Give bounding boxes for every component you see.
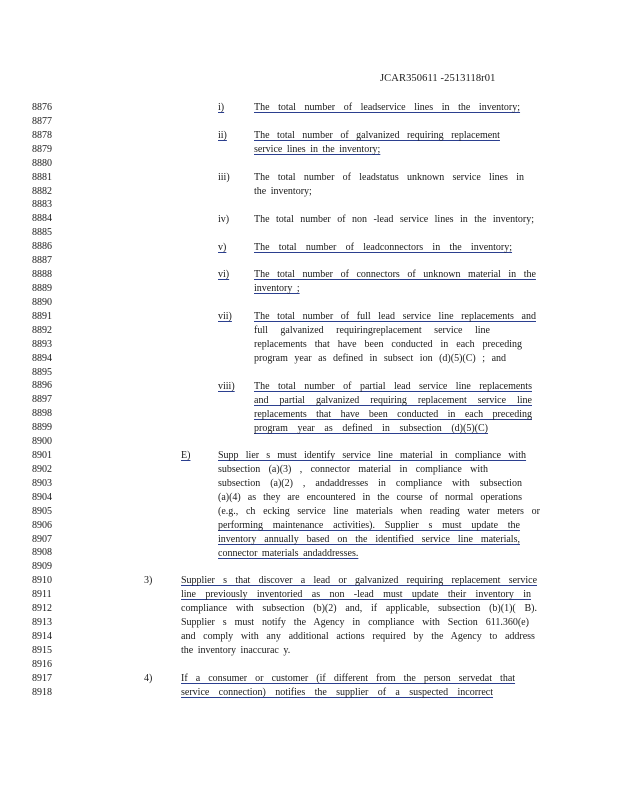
line-number: 8884 (32, 213, 52, 225)
item-text-line: replacements that have been conducted in each preceding (254, 339, 522, 350)
line-number: 8881 (32, 171, 52, 183)
item-text-line: compliance with subsection (b)(2) and, if applicable, subsection (b)(1)( B). (181, 603, 537, 614)
line-number: 8904 (32, 491, 52, 503)
item-text-line: service lines in the inventory; (254, 144, 381, 155)
item-text-line: Supp lier s must identify service line material in compliance with (218, 450, 527, 461)
line-number: 8886 (32, 241, 52, 253)
item-text-line: The total number of connectors of unknown material in the (254, 269, 536, 280)
line-number: 8914 (32, 631, 52, 642)
line-number: 8898 (32, 408, 52, 420)
item-marker: iv) (218, 214, 230, 225)
item-marker: 4) (144, 673, 153, 684)
item-text-line: subsection (a)(3) , connector material in compliance with (218, 464, 488, 475)
item-marker: i) (218, 102, 225, 113)
line-number: 8913 (32, 617, 52, 628)
line-number: 8916 (32, 658, 52, 670)
line-number: 8902 (32, 463, 52, 475)
line-number: 8906 (32, 519, 52, 531)
line-number: 8911 (32, 589, 52, 601)
line-number: 8905 (32, 505, 52, 517)
item-text-line: If a consumer or customer (if different from the person servedat that (181, 673, 516, 684)
item-marker: vii) (218, 311, 232, 322)
item-text-line: Supplier s that discover a lead or galvanized requiring replacement service (181, 575, 538, 586)
item-text-line: The total number of full lead service line replacements and (254, 311, 536, 322)
item-marker: 3) (144, 575, 153, 586)
item-text-line: program year as defined in subsection (d)(5)(C) (254, 423, 489, 434)
line-number: 8892 (32, 324, 52, 336)
line-number: 8889 (32, 283, 52, 294)
line-number: 8903 (32, 477, 52, 489)
line-number: 8888 (32, 269, 52, 280)
line-number: 8880 (32, 157, 52, 169)
line-number: 8878 (32, 129, 52, 141)
line-number: 8918 (32, 686, 52, 698)
item-text-line: The total number of non -lead service lines in the inventory; (254, 214, 534, 225)
line-number: 8912 (32, 603, 52, 615)
item-marker: viii) (218, 381, 235, 392)
item-text-line: and partial galvanized requiring replacement service line (254, 395, 532, 406)
line-number: 8896 (32, 380, 52, 392)
line-number: 8894 (32, 352, 52, 364)
item-text-line: subsection (a)(2) , andaddresses in compliance with subsection (218, 478, 522, 489)
item-text-line: program year as defined in subsect ion (d)(5)(C) ; and (254, 353, 507, 364)
line-number: 8910 (32, 575, 52, 587)
line-number: 8895 (32, 366, 52, 378)
line-number: 8897 (32, 394, 52, 406)
line-number: 8883 (32, 199, 52, 211)
line-number: 8893 (32, 338, 52, 350)
item-text-line: performing maintenance activities). Supplier s must update the (218, 520, 521, 531)
line-number: 8890 (32, 296, 52, 308)
item-text-line: inventory annually based on the identified service line materials, (218, 534, 520, 545)
line-number: 8885 (32, 227, 52, 239)
line-number: 8876 (32, 102, 52, 113)
line-number: 8887 (32, 255, 52, 267)
item-text-line: service connection) notifies the supplier of a suspected incorrect (181, 687, 494, 698)
document-id-header: JCAR350611 -2513118r01 (380, 73, 496, 84)
item-marker: iii) (218, 172, 230, 183)
item-text-line: line previously inventoried as non -lead must update their inventory in (181, 589, 532, 600)
line-number: 8909 (32, 561, 52, 573)
line-number: 8879 (32, 143, 52, 155)
line-number: 8917 (32, 672, 52, 684)
item-text-line: Supplier s must notify the Agency in compliance with Section 611.360(e) (181, 617, 529, 628)
line-number: 8901 (32, 450, 52, 461)
item-text-line: The total number of leadconnectors in the inventory; (254, 242, 513, 253)
item-text-line: connector materials andaddresses. (218, 548, 359, 559)
line-number: 8891 (32, 310, 52, 322)
line-number: 8908 (32, 547, 52, 559)
item-text-line: The total number of partial lead service line replacements (254, 381, 532, 392)
line-number: 8907 (32, 533, 52, 545)
line-number: 8899 (32, 422, 52, 434)
item-text-line: replacements that have been conducted in each preceding (254, 409, 532, 420)
item-text-line: full galvanized requiringreplacement service line (254, 325, 490, 336)
item-marker: E) (181, 450, 191, 461)
item-text-line: inventory ; (254, 283, 300, 294)
item-text-line: The total number of galvanized requiring replacement (254, 130, 500, 141)
line-number: 8882 (32, 185, 52, 197)
line-number: 8900 (32, 436, 52, 448)
item-text-line: (e.g., ch ecking service line materials when reading water meters or (218, 506, 540, 517)
item-text-line: (a)(4) as they are encountered in the course of normal operations (218, 492, 522, 503)
item-text-line: The total number of leadstatus unknown service lines in (254, 172, 524, 183)
item-marker: v) (218, 242, 227, 253)
item-marker: ii) (218, 130, 227, 141)
line-number: 8915 (32, 644, 52, 656)
item-text-line: the inventory inaccurac y. (181, 645, 291, 656)
item-text-line: The total number of leadservice lines in the inventory; (254, 102, 521, 113)
line-number: 8877 (32, 115, 52, 127)
item-text-line: the inventory; (254, 186, 312, 197)
item-marker: vi) (218, 269, 230, 280)
item-text-line: and comply with any additional actions required by the Agency to address (181, 631, 535, 642)
